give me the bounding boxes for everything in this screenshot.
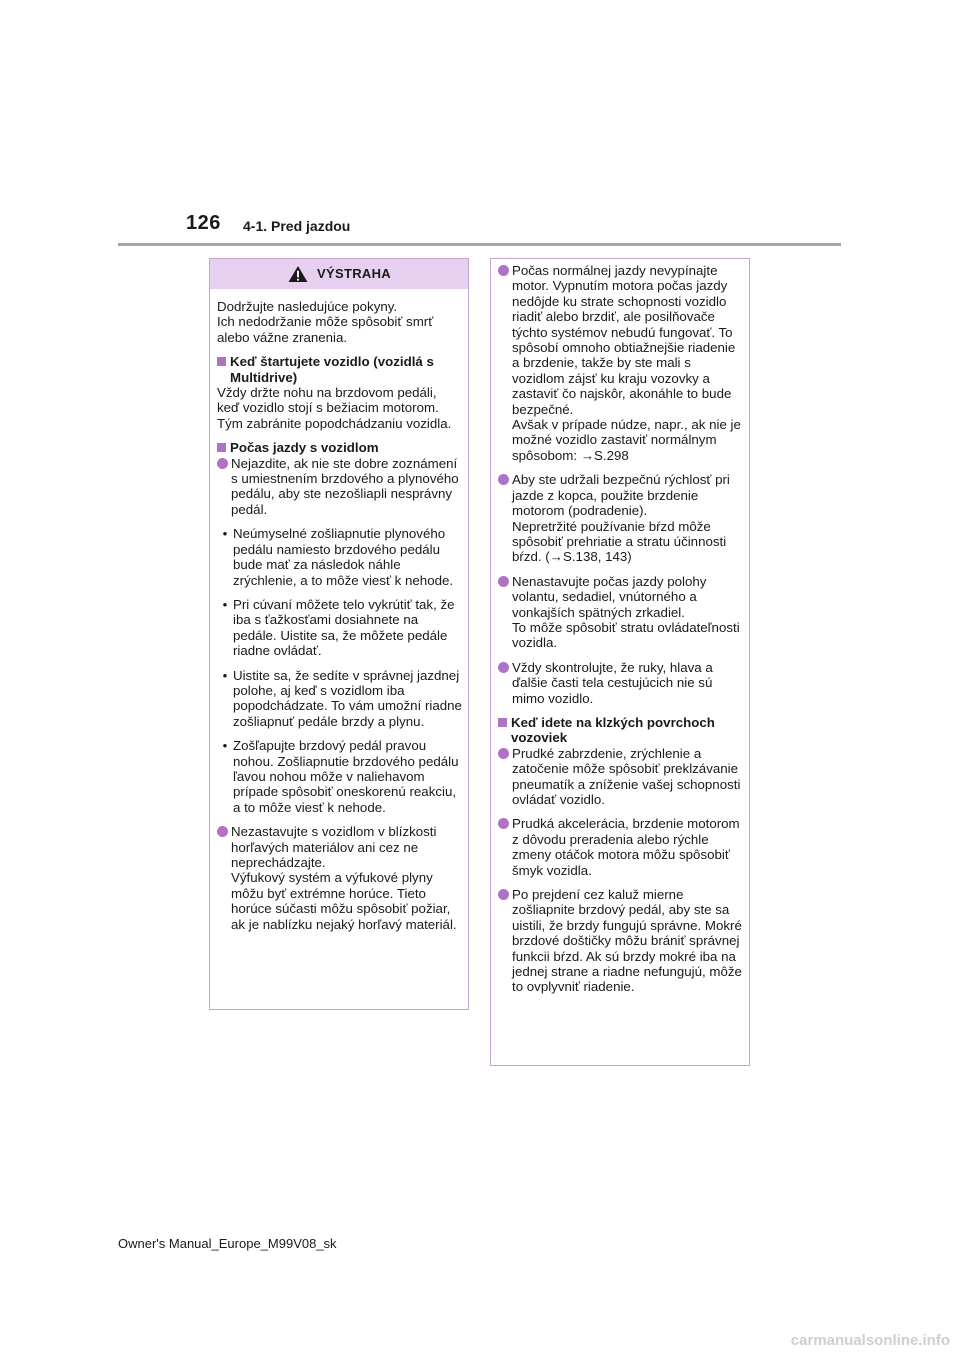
list-item: Aby ste udržali bezpečnú rýchlosť pri jazde z kopca, použite brzdenie motorom (podradenie). Nepretržité používanie bŕzd môže spôsobiť prehriatie a stratu účinnosti bŕzd. (→S.138, 143)	[498, 472, 743, 564]
circle-bullet-icon	[498, 474, 509, 485]
warning-box-right	[490, 258, 750, 1066]
circle-bullet-icon	[498, 818, 509, 829]
list-item: Nenastavujte počas jazdy polohy volantu, sedadiel, vnútorného a vonkajších spätných zrkadiel. To môže spôsobiť stratu ovládateľnosti vozidla.	[498, 574, 743, 651]
footer-text: Owner's Manual_Europe_M99V08_sk	[118, 1236, 337, 1251]
warning-header	[210, 259, 468, 289]
heading-start-vehicle: Keď štartujete vozidlo (vozidlá s Multidrive)	[217, 354, 462, 385]
circle-bullet-icon	[498, 265, 509, 276]
section-title: 4-1. Pred jazdou	[243, 218, 351, 234]
list-item: Počas normálnej jazdy nevypínajte motor. Vypnutím motora počas jazdy nedôjde ku strate schopnosti vozidlo riadiť alebo brzdiť, ale posilňovače týchto systémov nebudú fungovať. To spôsobí omnoho obtiažnejšie riadenie a brzdenie, takže by ste mali s vozidlom zájsť ku kraju vozovky a zastaviť čo najskôr, akonáhle to bude bezpečné. Avšak v prípade núdze, napr., ak nie je možné vozidlo zastaviť normálnym spôsobom: →S.298	[498, 263, 743, 463]
circle-bullet-icon	[498, 662, 509, 673]
heading-while-driving: Počas jazdy s vozidlom	[217, 440, 462, 455]
list-item: Nezastavujte s vozidlom v blízkosti horľavých materiálov ani cez ne neprechádzajte. Výfukový systém a výfukové plyny môžu byť extrémne horúce. Tieto horúce súčasti môžu spôsobiť požiar, ak je nablízku nejaký horľavý materiál.	[217, 824, 462, 932]
warning-title: VÝSTRAHA	[317, 266, 391, 282]
warning-intro: Dodržujte nasledujúce pokyny. Ich nedodržanie môže spôsobiť smrť alebo vážne zranenia.	[217, 299, 434, 345]
circle-bullet-icon	[498, 889, 509, 900]
sub-list-item: • Neúmyselné zošliapnutie plynového pedálu namiesto brzdového pedálu bude mať za následok náhle zrýchlenie, a to môže viesť k nehode.	[222, 526, 454, 588]
circle-bullet-icon	[498, 748, 509, 759]
sub-list-item: • Zošľapujte brzdový pedál pravou nohou. Zošliapnutie brzdového pedálu ľavou nohou môže v naliehavom prípade spôsobiť oneskorenú reakciu, a to môže viesť k nehode.	[222, 738, 459, 815]
warning-triangle-icon	[287, 265, 309, 283]
list-item: Prudké zabrzdenie, zrýchlenie a zatočenie môže spôsobiť preklzávanie pneumatík a zníženie vašej schopnosti ovládať vozidlo.	[498, 746, 743, 808]
list-item: Po prejdení cez kaluž mierne zošliapnite brzdový pedál, aby ste sa uistili, že brzdy fungujú správne. Mokré brzdové doštičky môžu brániť správnej funkcii bŕzd. Ak sú brzdy mokré iba na jednej strane a riadne nefungujú, môže to ovplyvniť riadenie.	[498, 887, 743, 995]
list-item: Vždy skontrolujte, že ruky, hlava a ďalšie časti tela cestujúcich nie sú mimo vozidlo.	[498, 660, 743, 706]
circle-bullet-icon	[498, 576, 509, 587]
warning-box-left	[209, 258, 469, 1010]
circle-bullet-icon	[217, 826, 228, 837]
watermark: carmanualsonline.info	[790, 1332, 950, 1349]
square-bullet-icon	[217, 357, 226, 366]
sub-list-item: • Uistite sa, že sedíte v správnej jazdnej polohe, aj keď s vozidlom iba popodchádzate. To vám umožní riadne zošliapnuť pedále brzdy a plynu.	[222, 667, 462, 729]
heading-slippery-roads: Keď idete na klzkých povrchoch vozoviek	[498, 715, 743, 746]
square-bullet-icon	[217, 443, 226, 452]
square-bullet-icon	[498, 718, 507, 727]
sub-list-item: • Pri cúvaní môžete telo vykrútiť tak, že iba s ťažkosťami dosiahnete na pedále. Uistite sa, že môžete pedále riadne ovládať.	[222, 596, 455, 659]
header-rule	[118, 243, 841, 246]
list-item: Prudká akcelerácia, brzdenie motorom z dôvodu preradenia alebo rýchle zmeny otáčok motora môžu spôsobiť šmyk vozidla.	[498, 816, 743, 878]
page-number: 126	[186, 212, 221, 234]
circle-bullet-icon	[217, 458, 228, 469]
list-item: Nejazdite, ak nie ste dobre zoznámení s umiestnením brzdového a plynového pedálu, aby ste nezošliapli nesprávny pedál.	[217, 456, 462, 518]
start-vehicle-text: Vždy držte nohu na brzdovom pedáli, keď vozidlo stojí s bežiacim motorom. Tým zabránite popodchádzaniu vozidla.	[217, 385, 452, 431]
